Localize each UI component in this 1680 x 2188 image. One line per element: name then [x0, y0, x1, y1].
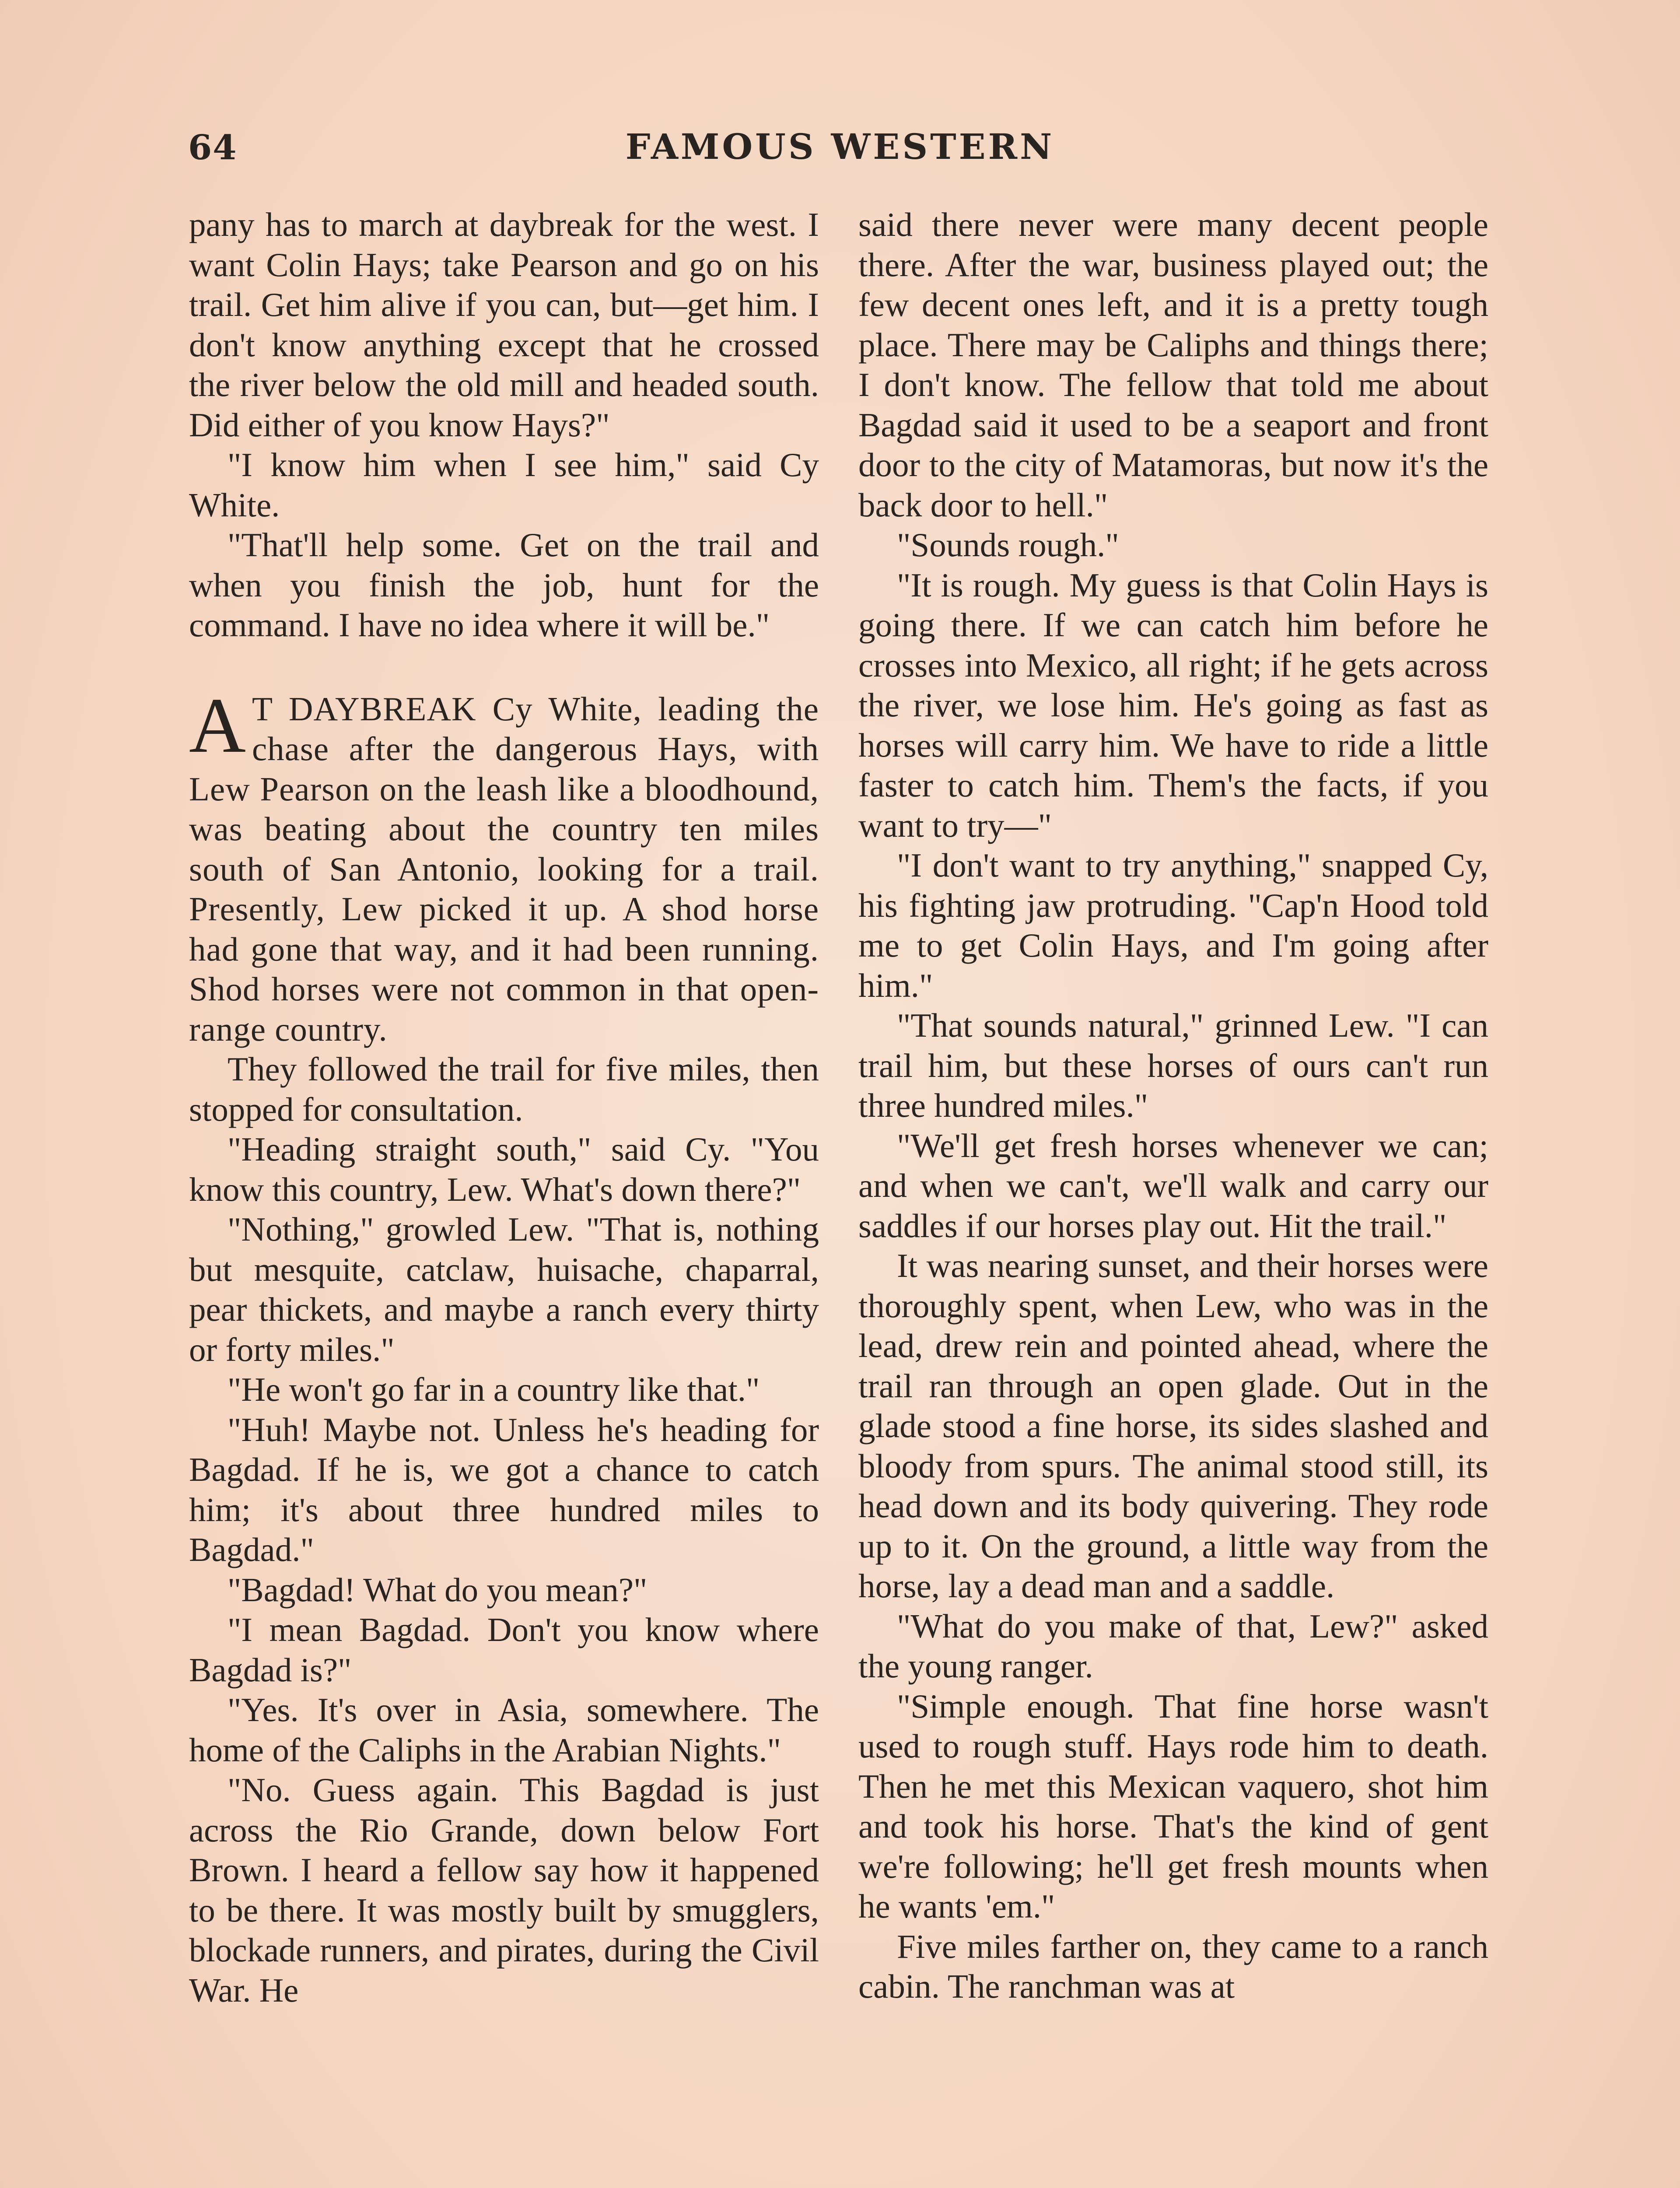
magazine-title: FAMOUS WESTERN	[625, 126, 1055, 167]
drop-cap: A	[189, 681, 246, 769]
section-start-paragraph	[189, 681, 819, 1050]
paragraph: "No. Guess again. This Bagdad is just across the Rio Grande, down below Fort Brown. I heard a fellow say how it happened to be there. It was mostly built by smugglers, blockade runners, and pirates, during the Civil War. He	[189, 1771, 819, 2009]
paragraph: "Simple enough. That fine horse wasn't used to rough stuff. Hays rode him to death. Then he met this Mexican vaquero, shot him and took his horse. That's the kind of gent we're following; he'll get fresh mounts when he wants 'em."	[858, 1687, 1488, 1925]
paragraph: "That sounds natural," grinned Lew. "I can trail him, but these horses of ours can't run three hundred miles."	[858, 1006, 1488, 1124]
paragraph: "Sounds rough."	[897, 526, 1119, 564]
left-column	[189, 205, 819, 2010]
paragraph: "He won't go far in a country like that."	[228, 1371, 760, 1408]
paragraph: "Heading straight south," said Cy. "You know this country, Lew. What's down there?"	[189, 1130, 819, 1208]
paragraph-text: T DAYBREAK Cy White, leading the chase after the dangerous Hays, with Lew Pearson on the leash like a bloodhound, was beating about the country ten miles south of San Antonio, looking for a trail. Presently, Lew picked it up. A shod horse had gone that way, and it had been running. Shod horses were not common in that open-range country.	[189, 690, 819, 1048]
paragraph: They followed the trail for five miles, then stopped for consultation.	[189, 1050, 819, 1128]
right-column	[858, 205, 1488, 2007]
paragraph: "Bagdad! What do you mean?"	[228, 1571, 648, 1609]
paragraph: "I mean Bagdad. Don't you know where Bagdad is?"	[189, 1611, 819, 1689]
paragraph: "I know him when I see him," said Cy White.	[189, 446, 819, 524]
paragraph: It was nearing sunset, and their horses were thoroughly spent, when Lew, who was in the lead, drew rein and pointed ahead, where the trail ran through an open glade. Out in the glade stood a fine horse, its sides slashed and bloody from spurs. The animal stood still, its head down and its body quivering. They rode up to it. On the ground, a little way from the horse, lay a dead man and a saddle.	[858, 1247, 1488, 1605]
page-number: 64	[188, 128, 238, 168]
paragraph: Five miles farther on, they came to a ranch cabin. The ranchman was at	[858, 1927, 1488, 2005]
paragraph: pany has to march at daybreak for the west. I want Colin Hays; take Pearson and go on his trail. Get him alive if you can, but—get him. I don't know anything except that he crossed the river below the old mill and headed south. Did either of you know Hays?"	[189, 206, 819, 444]
page-header	[188, 118, 1492, 166]
paragraph: "Huh! Maybe not. Unless he's heading for Bagdad. If he is, we got a chance to catch him; it's about three hundred miles to Bagdad."	[189, 1410, 819, 1568]
paragraph: said there never were many decent people there. After the war, business played out; the few decent ones left, and it is a pretty tough place. There may be Caliphs and things there; I don't know. The fellow that told me about Bagdad said it used to be a seaport and front door to the city of Matamoras, but now it's the back door to hell."	[858, 206, 1488, 524]
paragraph: "Yes. It's over in Asia, somewhere. The home of the Caliphs in the Arabian Nights."	[189, 1691, 819, 1769]
paragraph: "We'll get fresh horses whenever we can; and when we can't, we'll walk and carry our saddles if our horses play out. Hit the trail."	[858, 1126, 1488, 1245]
paragraph: "I don't want to try anything," snapped Cy, his fighting jaw protruding. "Cap'n Hood told me to get Colin Hays, and I'm going after him."	[858, 846, 1488, 1004]
paragraph: "That'll help some. Get on the trail and when you finish the job, hunt for the command. I have no idea where it will be."	[189, 526, 819, 644]
paragraph: "It is rough. My guess is that Colin Hays is going there. If we can catch him before he crosses into Mexico, all right; if he gets across the river, we lose him. He's going as fast as horses will carry him. We have to ride a little faster to catch him. Them's the facts, if you want to try—"	[858, 566, 1488, 844]
paragraph: "What do you make of that, Lew?" asked the young ranger.	[858, 1607, 1488, 1685]
paragraph: "Nothing," growled Lew. "That is, nothing but mesquite, catclaw, huisache, chaparral, pear thickets, and maybe a ranch every thirty or forty miles."	[189, 1210, 819, 1368]
